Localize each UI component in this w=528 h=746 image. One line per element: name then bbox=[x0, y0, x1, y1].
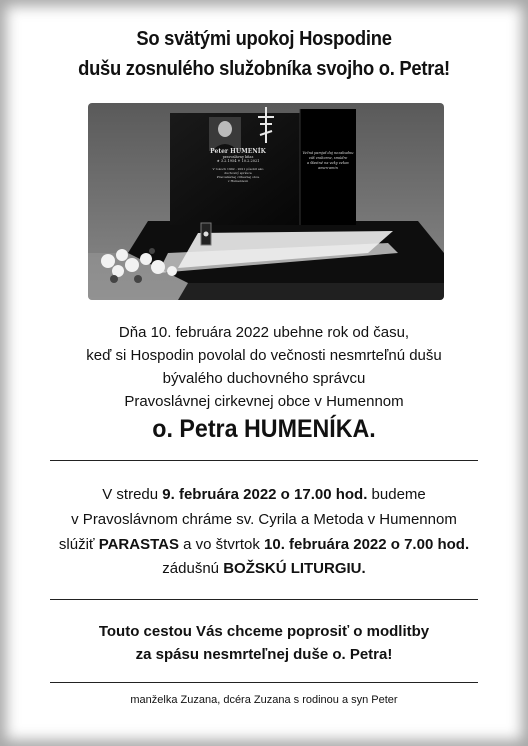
plaque-role: pravoslávny kňaz bbox=[222, 155, 254, 159]
heading-line-1: So svätými upokoj Hospodine bbox=[136, 28, 392, 50]
parastas-datetime: 9. februára 2022 o 17.00 hod. bbox=[162, 486, 368, 503]
service-text: a vo štvrtok bbox=[178, 536, 265, 553]
liturgy-label: BOŽSKÚ LITURGIU. bbox=[223, 560, 366, 577]
service-line-2: v Pravoslávnom chráme sv. Cyrila a Metoda v Humennom bbox=[71, 511, 457, 528]
service-line-4 bbox=[0, 560, 528, 578]
deceased-name: o. Petra HUMENÍKA. bbox=[152, 415, 376, 443]
parastas-label: PARASTAS bbox=[98, 536, 179, 553]
plaque-name: Peter HUMENÍK bbox=[210, 148, 266, 155]
signature: manželka Zuzana, dcéra Zuzana s rodinou a syn Peter bbox=[130, 694, 398, 706]
service-line-1 bbox=[0, 486, 528, 504]
request-line-1: Touto cestou Vás chceme poprosiť o modlitby bbox=[98, 623, 430, 640]
service-text: slúžiť bbox=[58, 536, 99, 553]
announcement-line-4: Pravoslávnej cirkevnej obce v Humennom bbox=[124, 393, 404, 410]
plaque-death: ✝ 10.2.2021 bbox=[237, 159, 260, 163]
service-line-3 bbox=[0, 536, 528, 554]
announcement-line-3: bývalého duchovného správcu bbox=[162, 370, 366, 387]
verse-line-4: amen-amin bbox=[318, 166, 338, 170]
plaque-note-2: duchovný správca bbox=[224, 171, 252, 175]
verse-line-1: Večná pamjať daj nezabudnu bbox=[302, 151, 354, 155]
plaque-note-1: V rokoch 1992 - 2021 pôsobil ako bbox=[212, 167, 264, 171]
announcement-line-2: keď si Hospodin povolal do večnosti nesmrteľnú dušu bbox=[86, 347, 442, 364]
verse-line-2: váš vnútorne, smúdre bbox=[308, 156, 348, 160]
announcement-line-1: Dňa 10. februára 2022 ubehne rok od času, bbox=[118, 324, 410, 341]
tombstone-photo bbox=[88, 103, 444, 300]
divider-2 bbox=[50, 599, 478, 600]
divider-3 bbox=[50, 682, 478, 683]
service-text: V stredu bbox=[102, 486, 163, 503]
request-line-2: za spásu nesmrteľnej duše o. Petra! bbox=[135, 646, 393, 663]
verse-line-3: a šťastné na veky vekov bbox=[306, 161, 350, 165]
service-text: zádušnú bbox=[162, 560, 224, 577]
plaque-note-4: v Humennom bbox=[227, 179, 249, 183]
liturgy-datetime: 10. februára 2022 o 7.00 hod. bbox=[264, 536, 470, 553]
service-text: budeme bbox=[367, 486, 426, 503]
heading-line-2: dušu zosnulého služobníka svojho o. Petra! bbox=[78, 58, 450, 80]
divider-1 bbox=[50, 460, 478, 461]
plaque-note-3: Pravoslávnej cirkevnej obce bbox=[216, 175, 260, 179]
plaque-birth: ★ 3.2.1954 bbox=[216, 159, 237, 163]
